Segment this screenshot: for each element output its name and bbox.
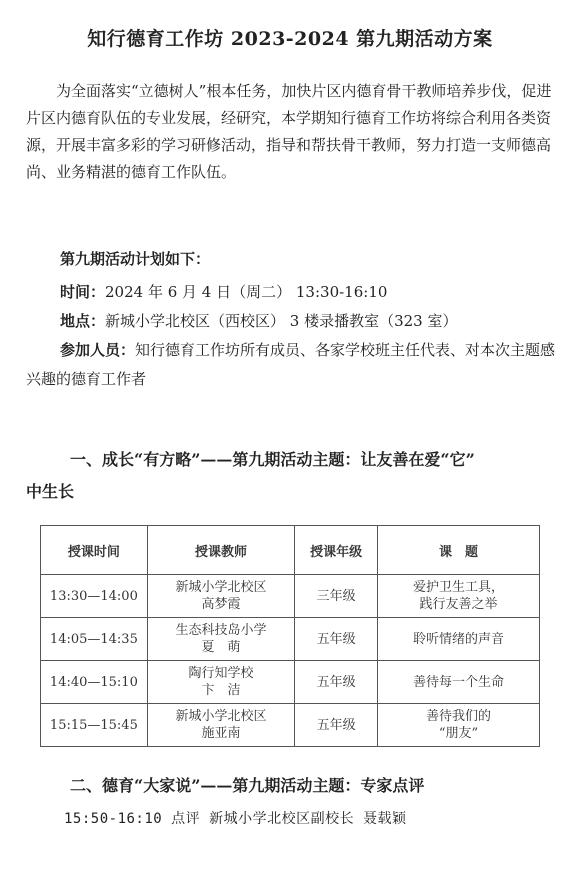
- section-1-title: [26, 444, 558, 508]
- table-row: [41, 575, 540, 618]
- cell-school: 生态科技岛小学: [175, 623, 267, 638]
- cell-school: 新城小学北校区: [175, 580, 267, 595]
- time-value: 2024 年 6 月 4 日（周二） 13:30-16:10: [105, 283, 388, 301]
- cell-topic-line-2: 践行友善之举: [419, 597, 498, 612]
- table-header-row: [41, 526, 540, 575]
- plan-block: [26, 245, 558, 394]
- cell-grade: 五年级: [295, 661, 378, 704]
- cell-teacher-name: 夏 萌: [201, 640, 241, 655]
- cell-topic: [378, 618, 540, 661]
- cell-topic-line-2: “朋友”: [438, 726, 479, 741]
- cell-teacher-name: 高梦霞: [201, 597, 241, 612]
- cell-teacher: [147, 704, 294, 747]
- intro-paragraph: 为全面落实“立德树人”根本任务，加快片区内德育骨干教师培养步伐，促进片区内德育队伍的专业发展，经研究，本学期知行德育工作坊将综合利用各类资源，开展丰富多彩的学习研修活动，指导和帮扶骨干教师，努力打造一支师德高尚、业务精湛的德育工作队伍。: [26, 82, 552, 181]
- section-1-title-line-2: 中生长: [26, 482, 75, 501]
- cell-topic: [378, 704, 540, 747]
- place-line: [26, 307, 558, 336]
- review-line: 15:50-16:10 点评 新城小学北校区副校长 聂载颖: [64, 811, 407, 827]
- document-title: 知行德育工作坊 2023-2024 第九期活动方案: [87, 28, 493, 50]
- place-label: 地点：: [60, 312, 106, 330]
- table-row: [41, 704, 540, 747]
- cell-teacher: [147, 661, 294, 704]
- plan-heading: 第九期活动计划如下：: [60, 250, 211, 268]
- cell-teacher: [147, 618, 294, 661]
- cell-topic-line-1: 善待我们的: [425, 709, 491, 724]
- cell-time: 15:15—15:45: [41, 704, 148, 747]
- header-teacher: 授课教师: [147, 526, 294, 575]
- cell-grade: 三年级: [295, 575, 378, 618]
- table-row: [41, 618, 540, 661]
- cell-teacher: [147, 575, 294, 618]
- cell-topic-line-1: 爱护卫生工具，: [412, 580, 504, 595]
- header-grade: 授课年级: [295, 526, 378, 575]
- cell-topic-line-1: 善待每一个生命: [412, 674, 504, 690]
- cell-time: 13:30—14:00: [41, 575, 148, 618]
- participants-value: 知行德育工作坊所有成员、各家学校班主任代表、对本次主题感兴趣的德育工作者: [26, 341, 556, 388]
- cell-school: 陶行知学校: [188, 666, 254, 681]
- participants-line: [26, 336, 558, 394]
- cell-grade: 五年级: [295, 618, 378, 661]
- table-row: [41, 661, 540, 704]
- header-time: 授课时间: [41, 526, 148, 575]
- cell-topic: [378, 575, 540, 618]
- participants-label: 参加人员：: [60, 341, 136, 359]
- cell-grade: 五年级: [295, 704, 378, 747]
- section-1-title-line-1: 一、成长“有方略”——第九期活动主题：让友善在爱“它”: [70, 450, 475, 469]
- place-value: 新城小学北校区（西校区） 3 楼录播教室（323 室）: [105, 312, 458, 330]
- cell-teacher-name: 施亚南: [201, 726, 241, 741]
- cell-teacher-name: 卞 洁: [201, 683, 241, 698]
- cell-topic-line-1: 聆听情绪的声音: [412, 631, 504, 647]
- header-topic: 课 题: [378, 526, 540, 575]
- cell-topic: [378, 661, 540, 704]
- time-label: 时间：: [60, 283, 106, 301]
- time-line: [26, 278, 558, 307]
- cell-time: 14:05—14:35: [41, 618, 148, 661]
- cell-school: 新城小学北校区: [175, 709, 267, 724]
- section-2-title: 二、德育“大家说”——第九期活动主题：专家点评: [70, 776, 425, 795]
- schedule-table: [40, 525, 540, 747]
- cell-time: 14:40—15:10: [41, 661, 148, 704]
